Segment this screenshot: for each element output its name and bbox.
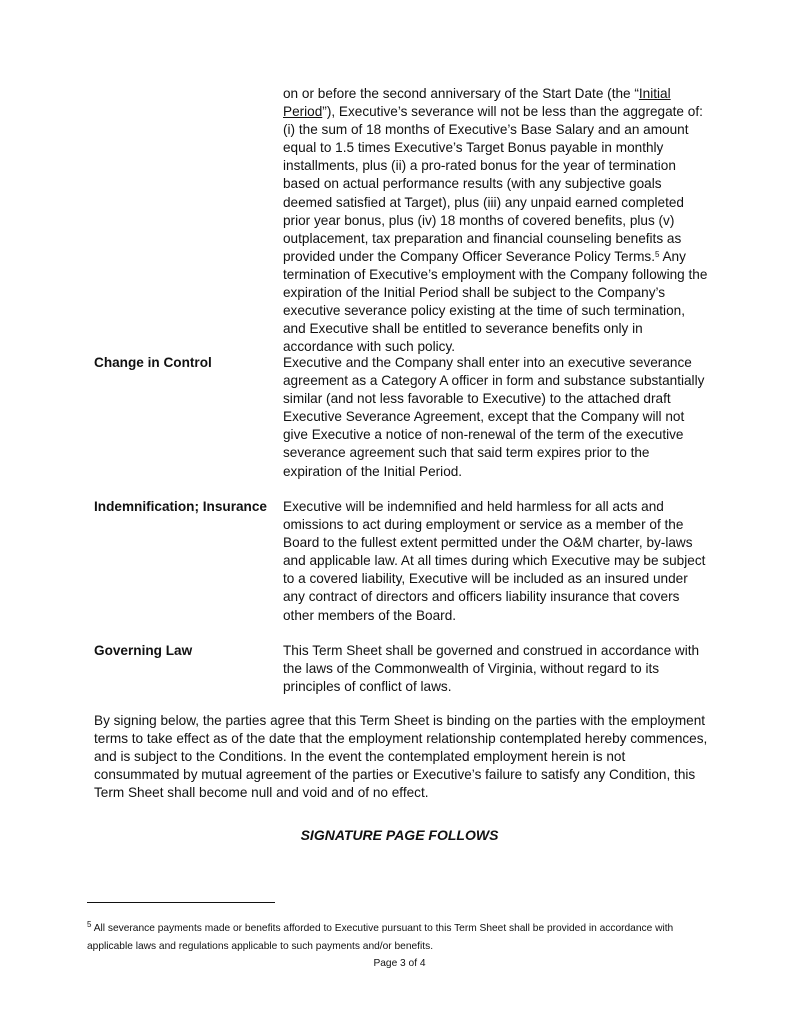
section-label: Indemnification; Insurance [94,499,267,514]
section-body: Executive will be indemnified and held harmless for all acts and omissions to act during employment or service as a member of the Board to the fullest extent permitted under the O&M charter, by-laws and applicable law. At all times during which Executive may be subject to a covered liability, Executive will be included as an insured under any contract of directors and officers liability insurance that covers other members of the Board. [283,499,706,623]
severance-continuation-paragraph [283,85,708,356]
footnote-text: All severance payments made or benefits afforded to Executive pursuant to this Term Sheet shall be provided in accordance with applicable laws and regulations applicable to such payments and/or benefits. [87,923,674,952]
section-label: Governing Law [94,643,193,658]
section-body: This Term Sheet shall be governed and construed in accordance with the laws of the Commonwealth of Virginia, without regard to its principles of conflict of laws. [283,643,700,695]
footnote [87,920,712,955]
continuation-text-end: Any termination of Executive’s employment with the Company following the expiration of the Initial Period shall be subject to the Company’s executive severance policy existing at the time of such termination, and Executive shall be entitled to severance benefits only in accordance with such policy. [283,248,708,355]
closing-paragraph: By signing below, the parties agree that this Term Sheet is binding on the parties with the employment terms to take effect as of the date that the employment relationship contemplated hereby commences, and is subject to the Conditions. In the event the contemplated employment herein is not consummated by mutual agreement of the parties or Executive’s failure to satisfy any Condition, this Term Sheet shall become null and void and of no effect. [94,713,708,801]
section-body: Executive and the Company shall enter into an executive severance agreement as a Category A officer in form and substance substantially similar (and not less favorable to Executive) to the attached draft Executive Severance Agreement, except that the Company will not give Executive a notice of non-renewal of the term of the executive severance agreement such that said term expires prior to the expiration of the Initial Period. [283,355,705,479]
initial-period-term: Initial Period [283,86,671,120]
footnote-marker: 5 [87,920,92,930]
continuation-text-start: on or before the second anniversary of the Start Date (the “ [283,86,639,101]
page-number: Page 3 of 4 [373,958,426,969]
signature-page-follows-heading: SIGNATURE PAGE FOLLOWS [300,827,499,843]
footnote-reference: 5 [655,249,660,259]
footnote-divider [87,902,275,903]
section-label: Change in Control [94,355,212,370]
continuation-text-middle: ”), Executive’s severance will not be less than the aggregate of: (i) the sum of 18 months of Executive’s Base Salary and an amount equal to 1.5 times Executive’s Target Bonus payable in monthly installments, plus (ii) a pro-rated bonus for the year of termination based on actual performance results (with any subjective goals deemed satisfied at Target), plus (iii) any unpaid earned completed prior year bonus, plus (iv) 18 months of covered benefits, plus (v) outplacement, tax preparation and financial counseling benefits as provided under the Company Officer Severance Policy Terms. [283,104,703,264]
